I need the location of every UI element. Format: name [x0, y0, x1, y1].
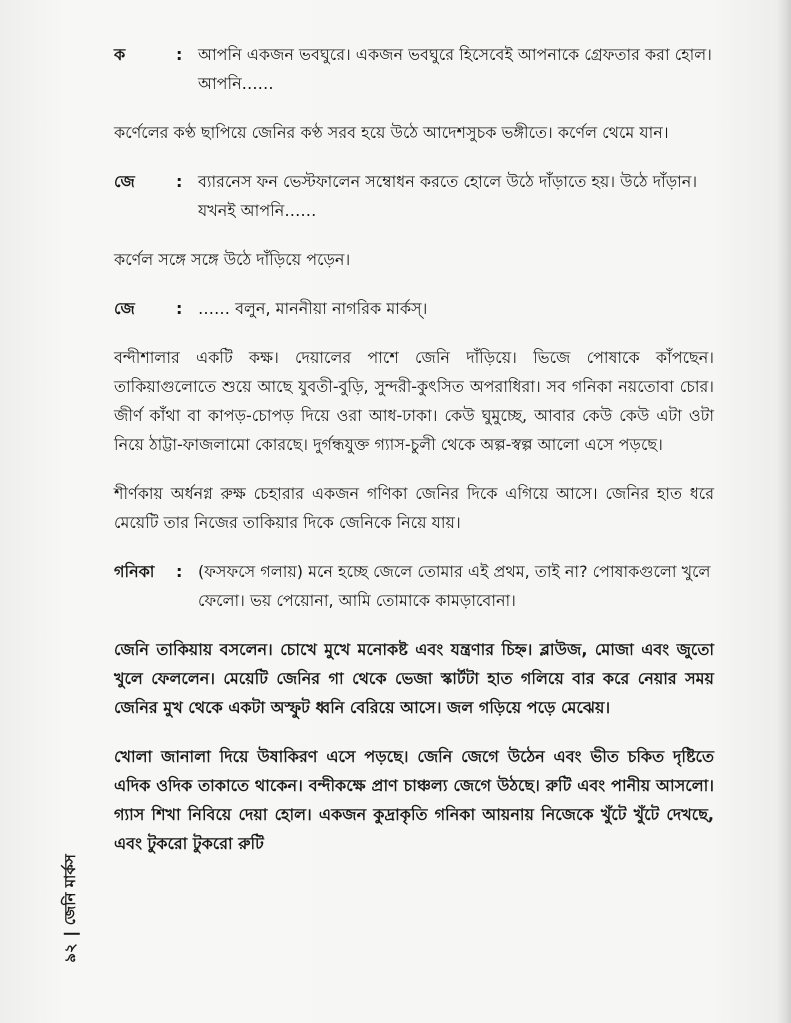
running-head: জেনি মার্কস	[60, 853, 79, 925]
dialogue-block	[114, 40, 714, 98]
speaker-label: ক	[114, 45, 126, 64]
dialogue-text: (ফসফসে গলায়) মনে হচ্ছে জেলে তোমার এই প্রথম, তাই না? পোষাকগুলো খুলে ফেলো। ভয় পেয়োনা, আমি তোমাকে কামড়াবোনা।	[198, 562, 711, 610]
dialogue-text: …… বলুন, মাননীয়া নাগরিক মার্কস্।	[198, 299, 428, 318]
document-body	[114, 40, 714, 878]
speaker-label: জে	[114, 172, 135, 191]
speaker-colon: :	[176, 299, 183, 318]
speaker-colon: :	[176, 172, 183, 191]
stage-direction: শীর্ণকায় অর্ধনগ্ন রুক্ষ চেহারার একজন গণিকা জেনির দিকে এগিয়ে আসে। জেনির হাত ধরে মেয়েটি তার নিজের তাকিয়ার দিকে জেনিকে নিয়ে যায়।	[114, 484, 714, 532]
divider	[63, 933, 79, 935]
dialogue-block	[114, 167, 714, 225]
dialogue-block	[114, 557, 714, 615]
speaker-colon: :	[176, 562, 183, 581]
dialogue-text: ব্যারনেস ফন ভেস্টফালেন সম্বোধন করতে হোলে উঠে দাঁড়াতে হয়। উঠে দাঁড়ান। যখনই আপনি……	[198, 172, 698, 220]
speaker-colon: :	[176, 45, 183, 64]
stage-direction: বন্দীশালার একটি কক্ষ। দেয়ালের পাশে জেনি দাঁড়িয়ে। ভিজে পোষাকে কাঁপছেন। তাকিয়াগুলোতে শুয়ে আছে যুবতী-বুড়ি, সুন্দরী-কুৎসিত অপরাধিরা। সব গনিকা নয়তোবা চোর। জীর্ণ কাঁথা বা কাপড়-চোপড় দিয়ে ওরা আধ-ঢাকা। কেউ ঘুমুচ্ছে, আবার কেউ কেউ এটা ওটা নিয়ে ঠাট্টা-ফাজলামো কোরছে। দুর্গন্ধযুক্ত গ্যাস-চুলী থেকে অল্প-স্বল্প আলো এসে পড়ছে।	[114, 348, 714, 454]
page-footer-vertical	[54, 848, 88, 968]
page-edge-shadow	[777, 0, 791, 1023]
stage-direction: খোলা জানালা দিয়ে উষাকিরণ এসে পড়ছে। জেনি জেগে উঠেন এবং ভীত চকিত দৃষ্টিতে এদিক ওদিক তাকাতে থাকেন। বন্দীকক্ষে প্রাণ চাঞ্চল্য জেগে উঠছে। রুটি এবং পানীয় আসলো। গ্যাস শিখা নিবিয়ে দেয়া হোল। একজন কুদ্রাকৃতি গনিকা আয়নায় নিজেকে খুঁটে খুঁটে দেখছে, এবং টুকরো টুকরো রুটি	[114, 747, 714, 853]
dialogue-block	[114, 294, 714, 323]
dialogue-text: আপনি একজন ভবঘুরে। একজন ভবঘুরে হিসেবেই আপনাকে গ্রেফতার করা হোল। আপনি……	[198, 45, 712, 93]
stage-direction: কর্ণেল সঙ্গে সঙ্গে উঠে দাঁড়িয়ে পড়েন।	[114, 250, 351, 269]
page-number: ৯২	[60, 942, 79, 963]
page-footer-inner	[59, 854, 84, 963]
stage-direction: জেনি তাকিয়ায় বসলেন। চোখে মুখে মনোকষ্ট এবং যন্ত্রণার চিহ্ন। ব্লাউজ, মোজা এবং জুতো খুলে ফেললেন। মেয়েটি জেনির গা থেকে ভেজা স্কার্টটা হাত গলিয়ে বার করে নেয়ার সময় জেনির মুখ থেকে একটা অস্ফুট ধ্বনি বেরিয়ে আসে। জল গড়িয়ে পড়ে মেঝেয়।	[114, 640, 714, 717]
stage-direction: কর্ণেলের কণ্ঠ ছাপিয়ে জেনির কণ্ঠ সরব হয়ে উঠে আদেশসুচক ভঙ্গীতে। কর্ণেল থেমে যান।	[114, 123, 669, 142]
speaker-label: গনিকা	[114, 562, 155, 581]
speaker-label: জে	[114, 299, 135, 318]
